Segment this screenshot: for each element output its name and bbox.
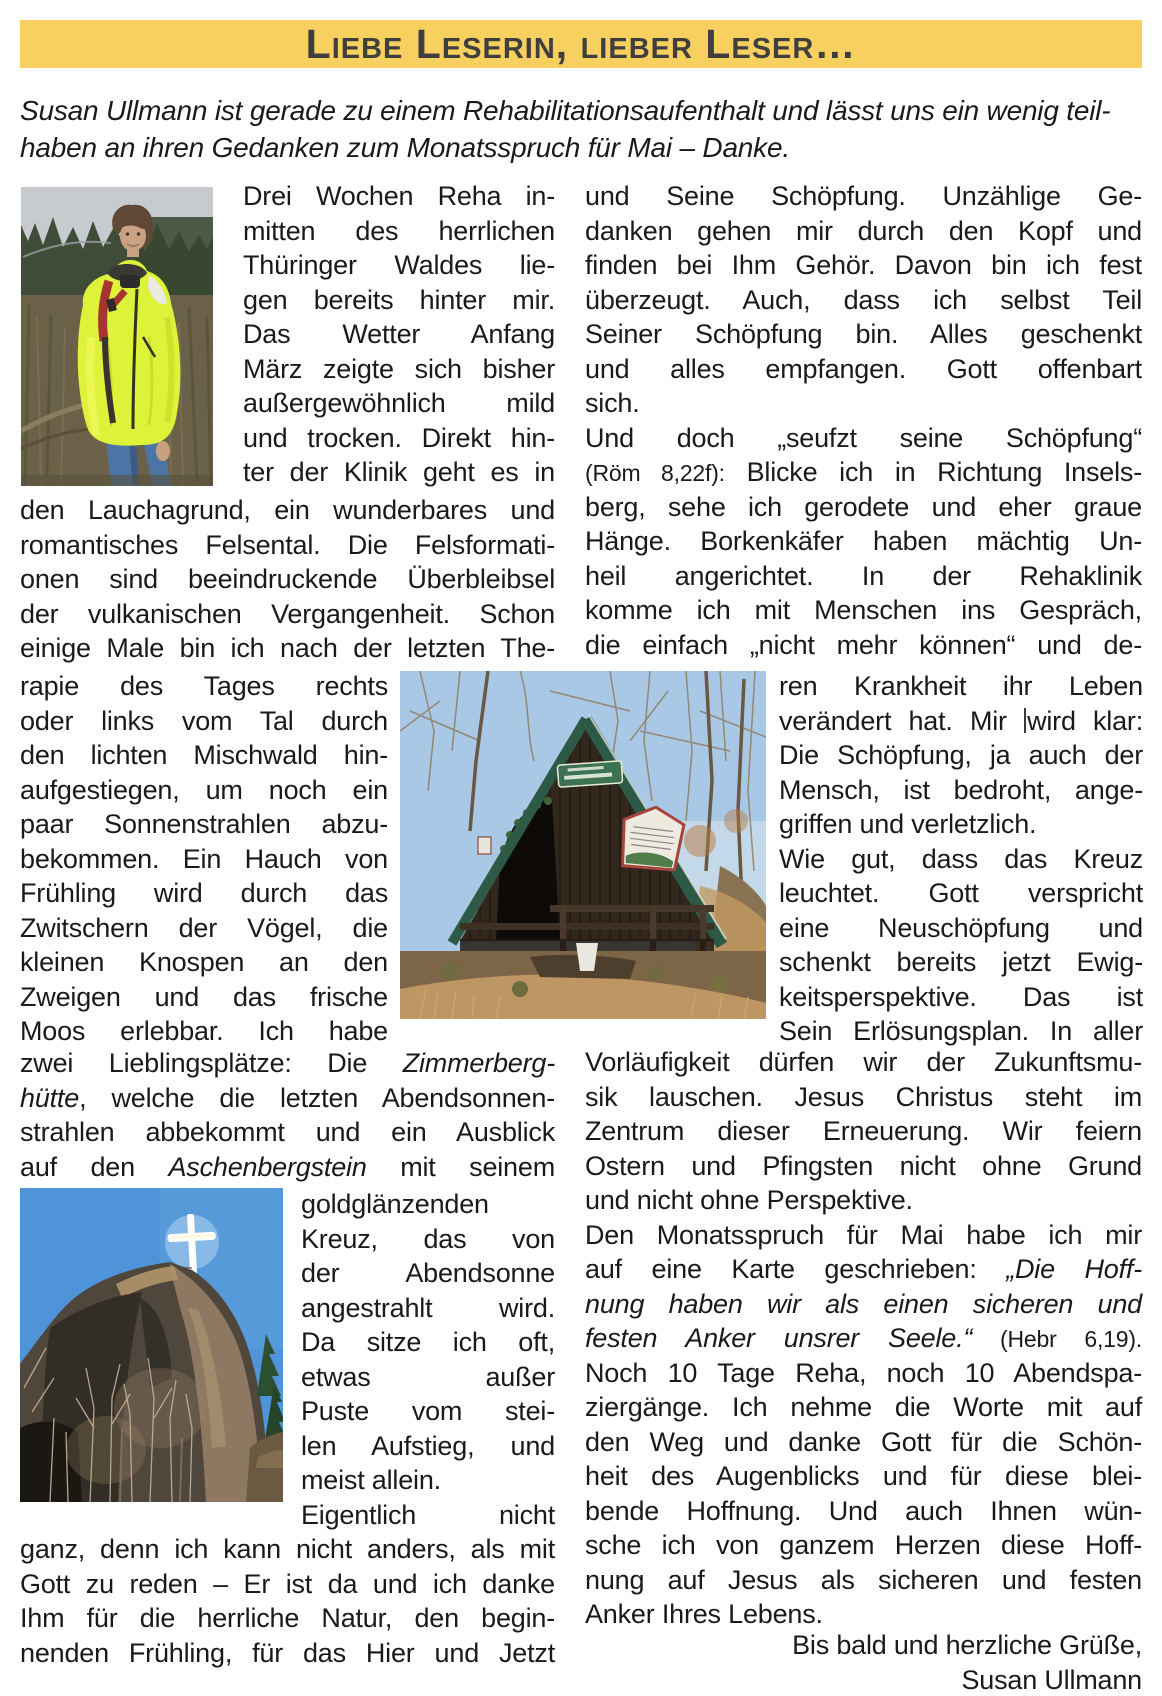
text-line: [20, 92, 1148, 129]
text-line: [20, 876, 388, 911]
text-run: komme ich mit Menschen ins Gespräch,: [585, 595, 1142, 625]
scan-cursor-artifact: [1024, 708, 1026, 733]
text-run: Blicke ich in Richtung Insels-: [724, 457, 1142, 487]
text-run: den Lauchagrund, ein wunderbares und: [20, 495, 555, 525]
text-line: [779, 773, 1143, 808]
text-run: aufgestiegen, um noch ein: [20, 774, 388, 805]
text-run: hütte: [20, 1082, 80, 1113]
text-run: Aschenbergstein: [168, 1151, 367, 1182]
text-run: Ihm für die herrliche Natur, den begin-: [20, 1603, 555, 1633]
text-run: Moos erlebbar. Ich habe: [20, 1016, 388, 1046]
text-run: finden bei Ihm Gehör. Davon bin ich fest: [585, 250, 1142, 280]
text-line: [20, 1567, 555, 1602]
text-line: [585, 1114, 1142, 1149]
right-col-beside-hut: [779, 669, 1143, 1049]
text-run: Gott zu reden – Er ist da und ich danke: [20, 1568, 555, 1599]
text-run: Zweigen und das frische: [20, 981, 388, 1012]
text-line: [20, 1081, 555, 1116]
text-run: Das Wetter Anfang: [243, 319, 555, 349]
right-col-full-2: [585, 1045, 1142, 1632]
text-run: mit seinem: [366, 1151, 555, 1182]
text-run: auf den: [20, 1151, 169, 1182]
text-line: [20, 493, 555, 528]
text-run: mitten des herrlichen: [243, 215, 555, 246]
text-line: [585, 1045, 1142, 1080]
text-line: [243, 317, 555, 352]
text-run: sche ich von ganzem Herzen diese Hoff-: [585, 1530, 1142, 1560]
text-line: [779, 704, 1143, 739]
text-run: Bis bald und herzliche Grüße,: [792, 1630, 1142, 1660]
text-run: Wie gut, dass das Kreuz: [779, 843, 1143, 874]
photo-zimmerberghuette: [400, 671, 766, 1019]
text-run: „Die Hoff-: [1006, 1254, 1143, 1284]
text-line: [585, 559, 1142, 594]
text-line: [585, 386, 1142, 421]
text-line: [301, 1291, 555, 1326]
text-run: Mensch, ist bedroht, ange-: [779, 774, 1143, 805]
text-line: [585, 628, 1142, 663]
text-line: [585, 179, 1142, 214]
text-run: Thüringer Waldes lie-: [243, 250, 555, 280]
text-run: schenkt bereits jetzt Ewig-: [779, 947, 1143, 977]
text-run: ter der Klinik geht es in: [243, 457, 555, 487]
text-line: [20, 980, 388, 1015]
text-run: Susan Ullmann ist gerade zu einem Rehabilitationsaufenthalt und lässt uns ein wenig teil-: [20, 95, 1111, 126]
text-run: ziergänge. Ich nehme die Worte mit auf: [585, 1392, 1142, 1422]
text-run: oder links vom Tal durch: [20, 705, 388, 736]
text-run: außergewöhnlich mild: [243, 388, 555, 418]
text-line: [585, 317, 1142, 352]
text-run: berg, sehe ich gerodete und eher graue: [585, 491, 1142, 522]
text-run: bekommen. Ein Hauch von: [20, 843, 388, 874]
text-run: paar Sonnenstrahlen abzu-: [20, 809, 388, 839]
text-line: [20, 1636, 555, 1671]
text-run: Kreuz, das von: [301, 1223, 555, 1254]
text-line: [20, 1532, 555, 1567]
left-col-full-3: [20, 1532, 555, 1670]
text-line: [585, 352, 1142, 387]
text-run: griffen und verletzlich.: [779, 809, 1037, 839]
text-line: [585, 593, 1142, 628]
text-run: angestrahlt wird.: [301, 1292, 555, 1323]
text-line: [301, 1256, 555, 1291]
text-run: etwas außer: [301, 1361, 555, 1392]
text-line: [585, 1183, 1142, 1218]
text-run: Susan Ullmann: [961, 1664, 1142, 1695]
text-run: ren Krankheit ihr Leben: [779, 671, 1143, 701]
intro-paragraph: [20, 92, 1148, 166]
text-run: Und doch „seufzt seine Schöpfung“: [585, 422, 1142, 453]
text-line: [243, 455, 555, 490]
text-run: strahlen abbekommt und ein Ausblick: [20, 1117, 555, 1147]
text-line: [20, 911, 388, 946]
text-line: [243, 283, 555, 318]
text-line: [585, 1459, 1142, 1494]
text-run: März zeigte sich bisher: [243, 353, 555, 384]
text-run: zwei Lieblingsplätze: Die: [20, 1048, 403, 1078]
text-run: Da sitze ich oft,: [301, 1327, 555, 1357]
text-run: keitsperspektive. Das ist: [779, 981, 1143, 1012]
text-run: und trocken. Direkt hin-: [243, 422, 555, 453]
text-run: goldglänzenden: [301, 1189, 489, 1219]
text-line: [301, 1463, 555, 1498]
text-line: [20, 738, 388, 773]
text-line: [20, 1014, 388, 1049]
text-line: [779, 1014, 1143, 1049]
text-line: [779, 911, 1143, 946]
text-line: [585, 1528, 1142, 1563]
text-run: sich.: [585, 388, 640, 418]
text-line: [585, 248, 1142, 283]
text-line: [585, 1628, 1142, 1663]
text-line: [585, 455, 1142, 490]
text-line: [585, 421, 1142, 456]
text-line: [779, 945, 1143, 980]
text-line: [301, 1325, 555, 1360]
text-run: den Weg und danke Gott für die Schön-: [585, 1426, 1142, 1457]
text-line: [20, 945, 388, 980]
text-run: ganz, denn ich kann nicht anders, als mit: [20, 1534, 555, 1564]
text-run: überzeugt. Auch, dass ich selbst Teil: [585, 284, 1142, 315]
text-line: [20, 704, 388, 739]
text-run: Puste vom stei-: [301, 1396, 555, 1426]
text-line: [585, 1149, 1142, 1184]
text-line: [20, 562, 555, 597]
left-col-full-2: [20, 1046, 555, 1184]
text-line: [301, 1394, 555, 1429]
text-run: der Abendsonne: [301, 1258, 555, 1288]
text-line: [301, 1498, 555, 1533]
text-line: [301, 1429, 555, 1464]
text-line: [585, 1494, 1142, 1529]
text-run: einige Male bin ich nach der letzten The-: [20, 633, 555, 663]
text-run: haben an ihren Gedanken zum Monatsspruch für Mai – Danke.: [20, 132, 790, 163]
text-run: Noch 10 Tage Reha, noch 10 Abendspa-: [585, 1357, 1142, 1388]
text-run: rapie des Tages rechts: [20, 671, 388, 701]
text-run: verändert hat. Mir: [779, 705, 1025, 736]
text-run: Frühling wird durch das: [20, 878, 388, 908]
text-line: [585, 1218, 1142, 1253]
text-run: Hänge. Borkenkäfer haben mächtig Un-: [585, 526, 1142, 556]
text-line: [243, 214, 555, 249]
text-line: [20, 1601, 555, 1636]
text-run: Eigentlich nicht: [301, 1499, 555, 1530]
text-line: [243, 386, 555, 421]
text-line: [243, 421, 555, 456]
text-line: [243, 352, 555, 387]
text-line: [20, 631, 555, 666]
text-line: [243, 248, 555, 283]
text-run: Anker Ihres Lebens.: [585, 1599, 823, 1629]
text-line: [585, 1252, 1142, 1287]
text-run: bende Hoffnung. Und auch Ihnen wün-: [585, 1495, 1142, 1526]
text-run: der vulkanischen Vergangenheit. Schon: [20, 598, 555, 629]
text-run: nenden Frühling, für das Hier und Jetzt: [20, 1637, 555, 1668]
text-run: leuchtet. Gott verspricht: [779, 878, 1143, 908]
text-run: Seiner Schöpfung bin. Alles geschenkt: [585, 319, 1142, 349]
text-run: kleinen Knospen an den: [20, 947, 388, 977]
left-col-full-1: [20, 493, 555, 666]
text-run: Die Schöpfung, ja auch der: [779, 740, 1143, 770]
text-line: [585, 1663, 1142, 1696]
text-run: Sein Erlösungsplan. In aller: [779, 1016, 1143, 1046]
text-line: [20, 669, 388, 704]
text-run: nung auf Jesus als sicheren und festen: [585, 1564, 1142, 1595]
text-run: nung haben wir als einen sicheren und: [585, 1288, 1142, 1319]
text-run: meist allein.: [301, 1465, 441, 1495]
text-line: [301, 1222, 555, 1257]
text-run: romantisches Felsental. Die Felsformati-: [20, 529, 555, 560]
text-run: auf eine Karte geschrieben:: [585, 1254, 1007, 1284]
text-run: und alles empfangen. Gott offenbart: [585, 353, 1142, 384]
text-line: [779, 842, 1143, 877]
text-line: [585, 490, 1142, 525]
text-line: [585, 1287, 1142, 1322]
text-line: [779, 876, 1143, 911]
text-run: Ostern und Pfingsten nicht ohne Grund: [585, 1150, 1142, 1181]
text-line: [585, 1425, 1142, 1460]
text-run: heit des Augenblicks und für diese blei-: [585, 1461, 1142, 1491]
text-run: danken gehen mir durch den Kopf und: [585, 215, 1142, 246]
signature-block: [585, 1628, 1142, 1696]
text-run: und nicht ohne Perspektive.: [585, 1185, 913, 1215]
text-line: [585, 1080, 1142, 1115]
text-run: wird klar:: [1027, 705, 1143, 736]
text-run: gen bereits hinter mir.: [243, 284, 555, 315]
right-col-full-1: [585, 179, 1142, 662]
text-line: [20, 842, 388, 877]
text-line: [779, 738, 1143, 773]
text-line: [20, 597, 555, 632]
text-run: onen sind beeindruckende Überbleibsel: [20, 564, 555, 594]
text-run: und Seine Schöpfung. Unzählige Ge-: [585, 181, 1142, 211]
text-line: [585, 524, 1142, 559]
text-line: [20, 1046, 555, 1081]
text-line: [243, 179, 555, 214]
text-line: [585, 283, 1142, 318]
text-line: [585, 1356, 1142, 1391]
text-line: [585, 1563, 1142, 1598]
text-run: (Hebr 6,19).: [972, 1326, 1142, 1352]
text-line: [585, 1321, 1142, 1356]
text-run: len Aufstieg, und: [301, 1430, 555, 1461]
text-run: (Röm 8,22f):: [585, 460, 725, 486]
text-line: [301, 1360, 555, 1395]
text-line: [20, 528, 555, 563]
photo-aschenbergstein: [20, 1188, 283, 1502]
text-run: eine Neuschöpfung und: [779, 912, 1143, 943]
left-col-beside-hut: [20, 669, 388, 1049]
text-run: die einfach „nicht mehr können“ und de-: [585, 629, 1142, 660]
text-line: [585, 214, 1142, 249]
text-run: Vorläufigkeit dürfen wir der Zukunftsmu-: [585, 1047, 1142, 1077]
page-title: Liebe Leserin, lieber Leser…: [305, 21, 857, 67]
text-line: [20, 129, 1148, 166]
left-col-beside-portrait: [243, 179, 555, 490]
photo-susan-ullmann: [21, 187, 213, 486]
text-run: Drei Wochen Reha in-: [243, 181, 555, 211]
text-line: [20, 807, 388, 842]
left-col-beside-rock: [301, 1187, 555, 1532]
text-run: Zwitschern der Vögel, die: [20, 912, 388, 943]
text-run: , welche die letzten Abendsonnen-: [79, 1082, 555, 1113]
text-run: heil angerichtet. In der Rehaklinik: [585, 560, 1142, 591]
text-line: [20, 1150, 555, 1185]
text-run: festen Anker unsrer Seele.“: [585, 1323, 973, 1353]
text-line: [20, 1115, 555, 1150]
text-line: [779, 807, 1143, 842]
text-run: Zentrum dieser Erneuerung. Wir feiern: [585, 1116, 1142, 1146]
text-run: Den Monatsspruch für Mai habe ich mir: [585, 1219, 1142, 1250]
text-run: Zimmerberg-: [402, 1048, 555, 1078]
text-line: [301, 1187, 555, 1222]
text-run: sik lauschen. Jesus Christus steht im: [585, 1081, 1142, 1112]
text-line: [20, 773, 388, 808]
text-line: [779, 669, 1143, 704]
text-line: [585, 1597, 1142, 1632]
header-bar: [20, 20, 1142, 68]
text-line: [779, 980, 1143, 1015]
text-run: den lichten Mischwald hin-: [20, 740, 388, 770]
text-line: [585, 1390, 1142, 1425]
